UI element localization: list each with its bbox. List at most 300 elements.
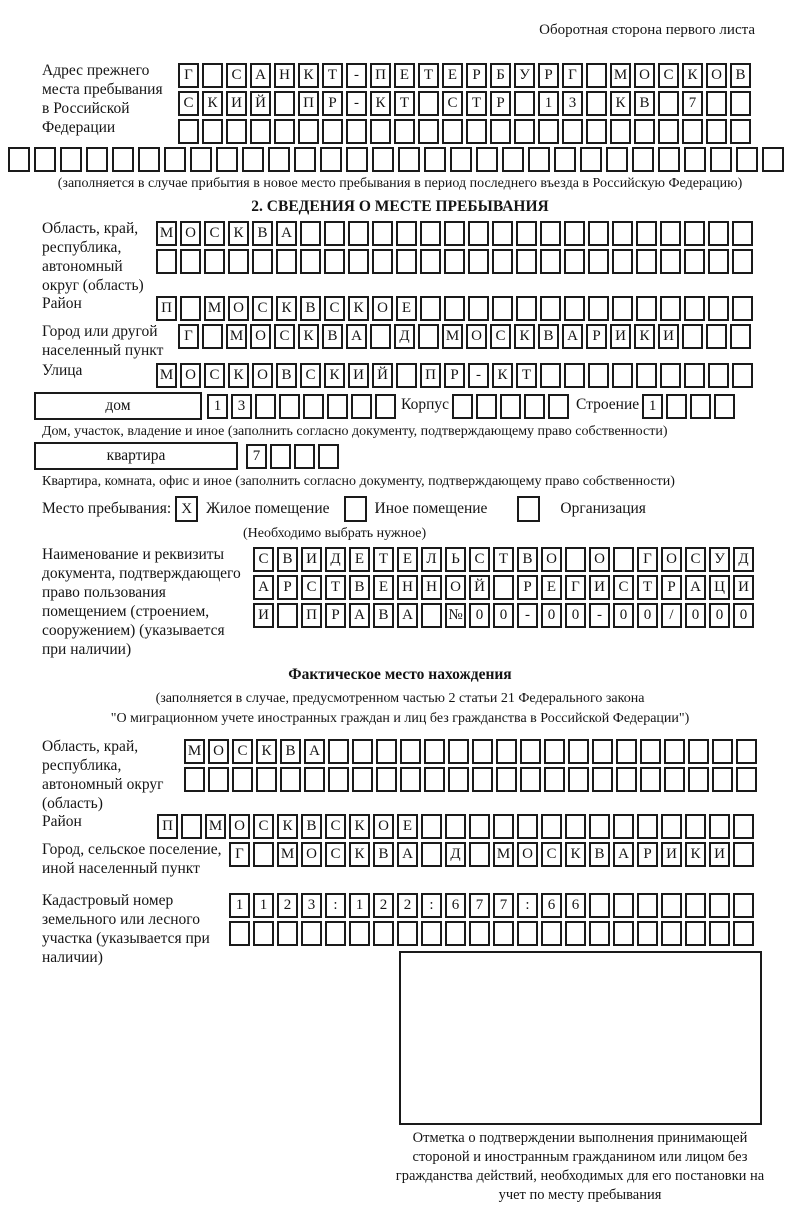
grid-cell bbox=[514, 119, 535, 144]
doc-row-3 bbox=[253, 603, 800, 628]
grid-cell bbox=[612, 249, 633, 274]
grid-cell: Р bbox=[325, 603, 346, 628]
grid-cell bbox=[420, 249, 441, 274]
doc-label: Наименование и реквизиты документа, подтверждающего право пользования помещением (строением, сооружением) (указывается при наличии) bbox=[42, 546, 241, 658]
grid-cell bbox=[373, 921, 394, 946]
grid-cell bbox=[493, 921, 514, 946]
grid-cell: Й bbox=[469, 575, 490, 600]
grid-cell bbox=[613, 921, 634, 946]
grid-cell: В bbox=[589, 842, 610, 867]
grid-cell bbox=[442, 119, 463, 144]
grid-cell bbox=[540, 296, 561, 321]
grid-cell bbox=[685, 814, 706, 839]
grid-cell: А bbox=[397, 603, 418, 628]
grid-cell bbox=[540, 249, 561, 274]
grid-cell: Е bbox=[373, 575, 394, 600]
prev-address-row-2 bbox=[178, 91, 800, 116]
grid-cell bbox=[564, 363, 585, 388]
option-org-label: Организация bbox=[560, 500, 646, 517]
checkbox-org bbox=[517, 496, 540, 522]
grid-cell bbox=[690, 394, 711, 419]
grid-cell: В bbox=[300, 296, 321, 321]
grid-cell: Г bbox=[562, 63, 583, 88]
gorod-field bbox=[0, 323, 800, 359]
grid-cell: Н bbox=[397, 575, 418, 600]
grid-cell: : bbox=[421, 893, 442, 918]
grid-cell bbox=[452, 394, 473, 419]
grid-cell bbox=[658, 91, 679, 116]
grid-cell: Р bbox=[444, 363, 465, 388]
grid-cell: Е bbox=[349, 547, 370, 572]
fact-raion-field bbox=[0, 814, 800, 839]
grid-cell: М bbox=[204, 296, 225, 321]
grid-cell bbox=[346, 119, 367, 144]
grid-cell bbox=[544, 767, 565, 792]
grid-cell bbox=[640, 739, 661, 764]
grid-cell bbox=[568, 767, 589, 792]
grid-cell bbox=[348, 249, 369, 274]
grid-cell bbox=[616, 767, 637, 792]
dom-note: Дом, участок, владение и иное (заполнить согласно документу, подтверждающему право собственности) bbox=[42, 424, 668, 439]
grid-cell bbox=[710, 147, 732, 172]
grid-cell bbox=[229, 921, 250, 946]
grid-cell: Й bbox=[372, 363, 393, 388]
grid-cell: С bbox=[685, 547, 706, 572]
grid-cell bbox=[492, 249, 513, 274]
grid-cell bbox=[541, 814, 562, 839]
grid-cell bbox=[300, 249, 321, 274]
grid-cell bbox=[303, 394, 324, 419]
raion-row bbox=[156, 296, 800, 321]
grid-cell bbox=[444, 221, 465, 246]
checkbox-inoe bbox=[344, 496, 367, 522]
grid-cell bbox=[562, 119, 583, 144]
grid-cell bbox=[613, 547, 634, 572]
grid-cell bbox=[164, 147, 186, 172]
grid-cell bbox=[400, 739, 421, 764]
grid-cell: В bbox=[322, 324, 343, 349]
grid-cell bbox=[666, 394, 687, 419]
grid-cell bbox=[709, 893, 730, 918]
grid-cell bbox=[444, 296, 465, 321]
grid-cell: С bbox=[541, 842, 562, 867]
grid-cell bbox=[327, 394, 348, 419]
grid-cell: : bbox=[325, 893, 346, 918]
grid-cell: Р bbox=[322, 91, 343, 116]
grid-cell bbox=[418, 324, 439, 349]
grid-cell: 3 bbox=[231, 394, 252, 419]
grid-cell bbox=[294, 147, 316, 172]
grid-cell: Б bbox=[490, 63, 511, 88]
grid-cell: 0 bbox=[613, 603, 634, 628]
grid-cell: В bbox=[349, 575, 370, 600]
kadastr-row-1 bbox=[229, 893, 800, 918]
grid-cell: Г bbox=[178, 324, 199, 349]
grid-cell bbox=[708, 296, 729, 321]
grid-cell bbox=[613, 893, 634, 918]
grid-cell bbox=[661, 921, 682, 946]
fact-oblast-row-2 bbox=[184, 767, 800, 792]
checkbox-zhiloe: X bbox=[175, 496, 198, 522]
grid-cell bbox=[733, 893, 754, 918]
dom-box: дом bbox=[34, 392, 202, 420]
grid-cell bbox=[250, 119, 271, 144]
grid-cell: И bbox=[709, 842, 730, 867]
grid-cell bbox=[544, 739, 565, 764]
grid-cell bbox=[685, 921, 706, 946]
prev-address-row-1 bbox=[178, 63, 800, 88]
grid-cell: Е bbox=[541, 575, 562, 600]
grid-cell: 2 bbox=[397, 893, 418, 918]
korpus-row bbox=[452, 394, 572, 419]
grid-cell bbox=[445, 814, 466, 839]
grid-cell bbox=[372, 221, 393, 246]
grid-cell: 1 bbox=[642, 394, 663, 419]
grid-cell bbox=[325, 921, 346, 946]
raion-field bbox=[0, 296, 800, 321]
grid-cell bbox=[394, 119, 415, 144]
grid-cell bbox=[658, 147, 680, 172]
grid-cell bbox=[328, 739, 349, 764]
grid-cell bbox=[400, 767, 421, 792]
mesto-label: Место пребывания: bbox=[42, 500, 172, 517]
grid-cell bbox=[270, 444, 291, 469]
grid-cell bbox=[444, 249, 465, 274]
grid-cell: - bbox=[346, 63, 367, 88]
kvartira-box: квартира bbox=[34, 442, 238, 470]
grid-cell bbox=[466, 119, 487, 144]
grid-cell: И bbox=[658, 324, 679, 349]
grid-cell bbox=[397, 921, 418, 946]
doc-row-2 bbox=[253, 575, 800, 600]
stroenie-row bbox=[642, 394, 738, 419]
grid-cell: О bbox=[229, 814, 250, 839]
grid-cell: : bbox=[517, 893, 538, 918]
grid-cell: Г bbox=[229, 842, 250, 867]
grid-cell: В bbox=[280, 739, 301, 764]
grid-cell bbox=[346, 147, 368, 172]
dom-field bbox=[0, 392, 800, 420]
grid-cell: Е bbox=[396, 296, 417, 321]
grid-cell bbox=[180, 249, 201, 274]
grid-cell: О bbox=[228, 296, 249, 321]
corner-note: Оборотная сторона первого листа bbox=[539, 22, 755, 38]
grid-cell bbox=[34, 147, 56, 172]
fact-oblast-row-1 bbox=[184, 739, 800, 764]
grid-cell: К bbox=[277, 814, 298, 839]
grid-cell: А bbox=[685, 575, 706, 600]
grid-cell bbox=[613, 814, 634, 839]
grid-cell bbox=[660, 249, 681, 274]
grid-cell: С bbox=[469, 547, 490, 572]
grid-cell bbox=[516, 249, 537, 274]
grid-cell bbox=[424, 767, 445, 792]
grid-cell: К bbox=[370, 91, 391, 116]
grid-cell bbox=[348, 221, 369, 246]
grid-cell: О bbox=[301, 842, 322, 867]
grid-cell: Д bbox=[733, 547, 754, 572]
grid-cell bbox=[496, 767, 517, 792]
grid-cell bbox=[268, 147, 290, 172]
grid-cell: Т bbox=[394, 91, 415, 116]
grid-cell: К bbox=[298, 63, 319, 88]
prev-address-label: Адрес прежнего места пребывания в Российской Федерации bbox=[42, 62, 163, 136]
grid-cell bbox=[500, 394, 521, 419]
grid-cell: Д bbox=[325, 547, 346, 572]
grid-cell bbox=[228, 249, 249, 274]
grid-cell: О bbox=[445, 575, 466, 600]
grid-cell bbox=[730, 91, 751, 116]
grid-cell: К bbox=[348, 296, 369, 321]
grid-cell bbox=[684, 249, 705, 274]
grid-cell bbox=[322, 119, 343, 144]
grid-cell bbox=[660, 221, 681, 246]
grid-cell bbox=[276, 249, 297, 274]
fact-title: Фактическое место нахождения bbox=[288, 666, 512, 683]
grid-cell bbox=[564, 221, 585, 246]
grid-cell bbox=[396, 363, 417, 388]
grid-cell bbox=[538, 119, 559, 144]
doc-field bbox=[0, 546, 800, 658]
grid-cell: Р bbox=[538, 63, 559, 88]
grid-cell bbox=[420, 221, 441, 246]
grid-cell bbox=[208, 767, 229, 792]
grid-cell: М bbox=[442, 324, 463, 349]
grid-cell bbox=[253, 921, 274, 946]
grid-cell: К bbox=[298, 324, 319, 349]
grid-cell bbox=[112, 147, 134, 172]
grid-cell: Т bbox=[418, 63, 439, 88]
grid-cell: 2 bbox=[373, 893, 394, 918]
kvartira-note: Квартира, комната, офис и иное (заполнить согласно документу, подтверждающему право собственности) bbox=[42, 474, 675, 489]
grid-cell bbox=[520, 767, 541, 792]
grid-cell bbox=[202, 324, 223, 349]
grid-cell bbox=[684, 363, 705, 388]
grid-cell bbox=[580, 147, 602, 172]
grid-cell bbox=[712, 739, 733, 764]
grid-cell bbox=[372, 249, 393, 274]
grid-cell bbox=[450, 147, 472, 172]
option-zhiloe-label: Жилое помещение bbox=[206, 500, 330, 517]
grid-cell: С bbox=[253, 814, 274, 839]
grid-cell bbox=[706, 91, 727, 116]
grid-cell bbox=[468, 249, 489, 274]
grid-cell bbox=[301, 921, 322, 946]
grid-cell: К bbox=[610, 91, 631, 116]
grid-cell: С bbox=[658, 63, 679, 88]
grid-cell: О bbox=[372, 296, 393, 321]
grid-cell bbox=[589, 814, 610, 839]
grid-cell: О bbox=[250, 324, 271, 349]
grid-cell bbox=[606, 147, 628, 172]
grid-cell: О bbox=[208, 739, 229, 764]
grid-cell: В bbox=[538, 324, 559, 349]
grid-cell bbox=[351, 394, 372, 419]
raion-label: Район bbox=[42, 295, 82, 312]
grid-cell bbox=[661, 814, 682, 839]
grid-cell: Р bbox=[637, 842, 658, 867]
grid-cell: П bbox=[420, 363, 441, 388]
grid-cell bbox=[706, 324, 727, 349]
grid-cell bbox=[528, 147, 550, 172]
grid-cell bbox=[372, 147, 394, 172]
grid-cell: К bbox=[228, 363, 249, 388]
grid-cell: М bbox=[156, 221, 177, 246]
grid-cell: К bbox=[256, 739, 277, 764]
grid-cell: Т bbox=[637, 575, 658, 600]
grid-cell: К bbox=[349, 842, 370, 867]
grid-cell bbox=[180, 296, 201, 321]
grid-cell: Т bbox=[322, 63, 343, 88]
grid-cell: 7 bbox=[493, 893, 514, 918]
grid-cell bbox=[636, 249, 657, 274]
section2-title: 2. СВЕДЕНИЯ О МЕСТЕ ПРЕБЫВАНИЯ bbox=[251, 198, 549, 215]
grid-cell: У bbox=[514, 63, 535, 88]
grid-cell bbox=[732, 221, 753, 246]
grid-cell bbox=[253, 842, 274, 867]
grid-cell: В bbox=[373, 603, 394, 628]
grid-cell: М bbox=[184, 739, 205, 764]
grid-cell: К bbox=[565, 842, 586, 867]
grid-cell: К bbox=[228, 221, 249, 246]
grid-cell: К bbox=[514, 324, 535, 349]
grid-cell bbox=[632, 147, 654, 172]
grid-cell: - bbox=[517, 603, 538, 628]
grid-cell: 0 bbox=[541, 603, 562, 628]
grid-cell: О bbox=[589, 547, 610, 572]
gorod-row bbox=[178, 324, 800, 349]
grid-cell: К bbox=[492, 363, 513, 388]
grid-cell bbox=[565, 547, 586, 572]
grid-cell bbox=[706, 119, 727, 144]
grid-cell bbox=[472, 767, 493, 792]
grid-cell: В bbox=[634, 91, 655, 116]
grid-cell bbox=[661, 893, 682, 918]
grid-cell: 2 bbox=[277, 893, 298, 918]
grid-cell bbox=[352, 739, 373, 764]
grid-cell: 7 bbox=[469, 893, 490, 918]
grid-cell: В bbox=[373, 842, 394, 867]
grid-cell bbox=[554, 147, 576, 172]
grid-cell bbox=[684, 296, 705, 321]
grid-cell: И bbox=[610, 324, 631, 349]
stamp-box bbox=[399, 951, 762, 1125]
grid-cell: Р bbox=[661, 575, 682, 600]
grid-cell bbox=[421, 603, 442, 628]
grid-cell bbox=[709, 921, 730, 946]
grid-cell bbox=[636, 296, 657, 321]
grid-cell: Н bbox=[274, 63, 295, 88]
grid-cell bbox=[178, 119, 199, 144]
fact-gorod-row bbox=[229, 842, 800, 867]
prev-address-row-4 bbox=[8, 147, 800, 172]
grid-cell bbox=[86, 147, 108, 172]
grid-cell: П bbox=[298, 91, 319, 116]
grid-cell bbox=[294, 444, 315, 469]
grid-cell: О bbox=[661, 547, 682, 572]
grid-cell: Л bbox=[421, 547, 442, 572]
grid-cell: Т bbox=[373, 547, 394, 572]
fact-oblast-label: Область, край, республика, автономный округ (область) bbox=[42, 738, 164, 812]
grid-cell: 0 bbox=[709, 603, 730, 628]
grid-cell bbox=[396, 249, 417, 274]
grid-cell bbox=[468, 296, 489, 321]
grid-cell: А bbox=[349, 603, 370, 628]
grid-cell bbox=[589, 893, 610, 918]
grid-cell bbox=[592, 739, 613, 764]
grid-cell: С bbox=[490, 324, 511, 349]
grid-cell bbox=[586, 63, 607, 88]
grid-cell bbox=[637, 921, 658, 946]
grid-cell bbox=[300, 221, 321, 246]
grid-cell bbox=[565, 814, 586, 839]
grid-cell bbox=[660, 296, 681, 321]
grid-cell: С bbox=[325, 814, 346, 839]
grid-cell: С bbox=[325, 842, 346, 867]
grid-cell bbox=[612, 363, 633, 388]
grid-cell: - bbox=[346, 91, 367, 116]
oblast-label: Область, край, республика, автономный округ (область) bbox=[42, 220, 144, 294]
grid-cell: И bbox=[733, 575, 754, 600]
kadastr-field bbox=[0, 892, 800, 966]
grid-cell bbox=[184, 767, 205, 792]
grid-cell bbox=[588, 249, 609, 274]
grid-cell bbox=[492, 221, 513, 246]
prev-address-row-3 bbox=[178, 119, 800, 144]
grid-cell: В bbox=[277, 547, 298, 572]
grid-cell: К bbox=[634, 324, 655, 349]
grid-cell bbox=[586, 119, 607, 144]
grid-cell bbox=[181, 814, 202, 839]
grid-cell: М bbox=[156, 363, 177, 388]
grid-cell: С bbox=[226, 63, 247, 88]
grid-cell bbox=[640, 767, 661, 792]
grid-cell: К bbox=[324, 363, 345, 388]
grid-cell bbox=[568, 739, 589, 764]
grid-cell bbox=[708, 363, 729, 388]
grid-cell: Е bbox=[442, 63, 463, 88]
grid-cell: М bbox=[610, 63, 631, 88]
grid-cell bbox=[586, 91, 607, 116]
grid-cell bbox=[516, 296, 537, 321]
kvartira-field bbox=[0, 442, 800, 470]
grid-cell: С bbox=[442, 91, 463, 116]
grid-cell bbox=[138, 147, 160, 172]
oblast-field bbox=[0, 220, 800, 294]
grid-cell: 3 bbox=[301, 893, 322, 918]
grid-cell bbox=[736, 739, 757, 764]
grid-cell: П bbox=[301, 603, 322, 628]
grid-cell bbox=[565, 921, 586, 946]
grid-cell: К bbox=[349, 814, 370, 839]
grid-cell: Е bbox=[394, 63, 415, 88]
grid-cell: Р bbox=[277, 575, 298, 600]
kvartira-row bbox=[246, 444, 342, 469]
grid-cell bbox=[318, 444, 339, 469]
grid-cell: А bbox=[253, 575, 274, 600]
grid-cell bbox=[156, 249, 177, 274]
grid-cell: К bbox=[202, 91, 223, 116]
grid-cell bbox=[637, 814, 658, 839]
grid-cell bbox=[762, 147, 784, 172]
grid-cell bbox=[548, 394, 569, 419]
grid-cell bbox=[274, 119, 295, 144]
grid-cell bbox=[421, 842, 442, 867]
grid-cell: Е bbox=[397, 814, 418, 839]
grid-cell: О bbox=[517, 842, 538, 867]
grid-cell bbox=[664, 739, 685, 764]
grid-cell: К bbox=[685, 842, 706, 867]
